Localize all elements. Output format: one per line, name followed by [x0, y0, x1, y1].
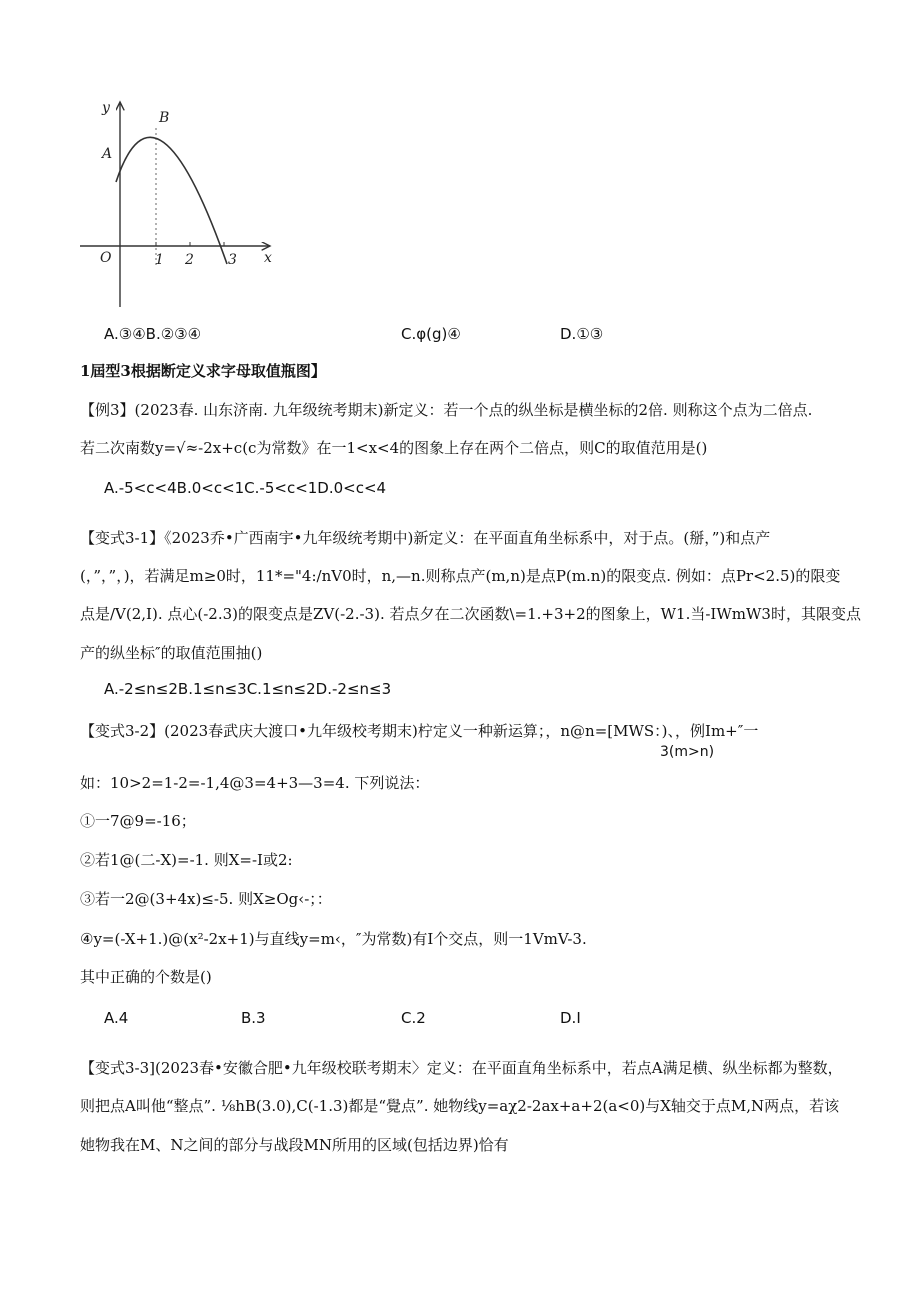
- example3-options: A.-5<c<4B.0<c<1C.-5<c<1D.0<c<4: [104, 479, 387, 497]
- parabola-curve: [116, 137, 227, 264]
- variant31-line4: 产的纵坐标″的取值范围抽(): [80, 644, 263, 662]
- variant33-line1: 【变式3-3](2023春•安徽合肥•九年级校联考期末〉定义：在平面直角坐标系中，若点A满足横、纵坐标都为整数，: [80, 1059, 843, 1077]
- variant32-line1b: 3(m>n): [660, 744, 715, 760]
- variant31-line3: 点是/V(2,I). 点心(-2.3)的限变点是ZV(-2.-3). 若点夕在二次函数\=1.+3+2的图象上，W1.当-IWmW3时，其限变点: [80, 605, 861, 623]
- tick-label-2: 2: [185, 252, 194, 268]
- variant32-item4: ④y=(-X+1.)@(x²-2x+1)与直线y=m‹，″为常数)有I个交点，则一1VmV-3.: [80, 930, 587, 948]
- x-axis-label: x: [264, 250, 272, 266]
- variant33-line2: 则把点A叫他“整点”. ⅛hB(3.0),C(-1.3)都是“覺点”. 她物线y=aχ2-2ax+a+2(a<0)与X轴交于点M,N两点，若该: [80, 1097, 840, 1115]
- variant32-item2: ②若1@(二-X)=-1. 则X=-I或2:: [80, 851, 293, 869]
- variant32-item3: ③若一2@(3+4x)≤-5. 则X≥Og‹-；：: [80, 890, 332, 908]
- variant32-item1: ①一7@9=-16；: [80, 812, 196, 830]
- variant32-line2: 如：10>2=1-2=-1,4@3=4+3—3=4. 下列说法：: [80, 774, 430, 792]
- parabola-graph: [78, 92, 284, 312]
- variant33-line3: 她物我在M、N之间的部分与战段MN所用的区域(包括边界)恰有: [80, 1136, 509, 1154]
- tick-label-1: 1: [155, 252, 164, 268]
- example3-line1: 【例3】(2023春. 山东济南. 九年级统考期末)新定义：若一个点的纵坐标是横坐标的2倍. 则称这个点为二倍点.: [80, 401, 813, 419]
- example3-line2: 若二次南数y=√≈-2x+c(c为常数》在一1<x<4的图象上存在两个二倍点，则C的取值范用是(): [80, 439, 708, 457]
- prev-option-ab: A.③④B.②③④: [104, 325, 202, 343]
- variant32-option-b: B.3: [241, 1009, 266, 1027]
- prev-option-d: D.①③: [560, 325, 604, 343]
- section-title: 1屆型3根据断定义求字母取值瓶图】: [80, 362, 326, 380]
- tick-label-3: 3: [228, 252, 237, 268]
- prev-option-c: C.φ(g)④: [401, 325, 461, 343]
- y-axis-label: y: [102, 100, 110, 116]
- variant32-option-c: C.2: [401, 1009, 426, 1027]
- variant32-line1: 【变式3-2】(2023春武庆大渡口•九年级校考期末)柠定义一种新运算；，n@n=[MWS：)、，例Im+″一: [80, 722, 759, 740]
- variant32-question: 其中正确的个数是(): [80, 968, 212, 986]
- variant31-line1: 【变式3-1】《2023乔•广西南宇•九年级统考期中)新定义：在平面直角坐标系中，对于点。(掰，”)和点产: [80, 529, 771, 547]
- variant31-options: A.-2≤n≤2B.1≤n≤3C.1≤n≤2D.-2≤n≤3: [104, 680, 392, 698]
- point-a-label: A: [102, 146, 113, 162]
- variant32-option-a: A.4: [104, 1009, 129, 1027]
- variant32-option-d: D.I: [560, 1009, 581, 1027]
- variant31-line2: (，”，”，)，若满足m≥0时，11*="4:/nV0时，n,—n.则称点产(m,n)是点P(m.n)的限变点. 例如：点Pr<2.5)的限变: [80, 567, 841, 585]
- point-b-label: B: [159, 110, 170, 126]
- origin-label: O: [100, 250, 112, 266]
